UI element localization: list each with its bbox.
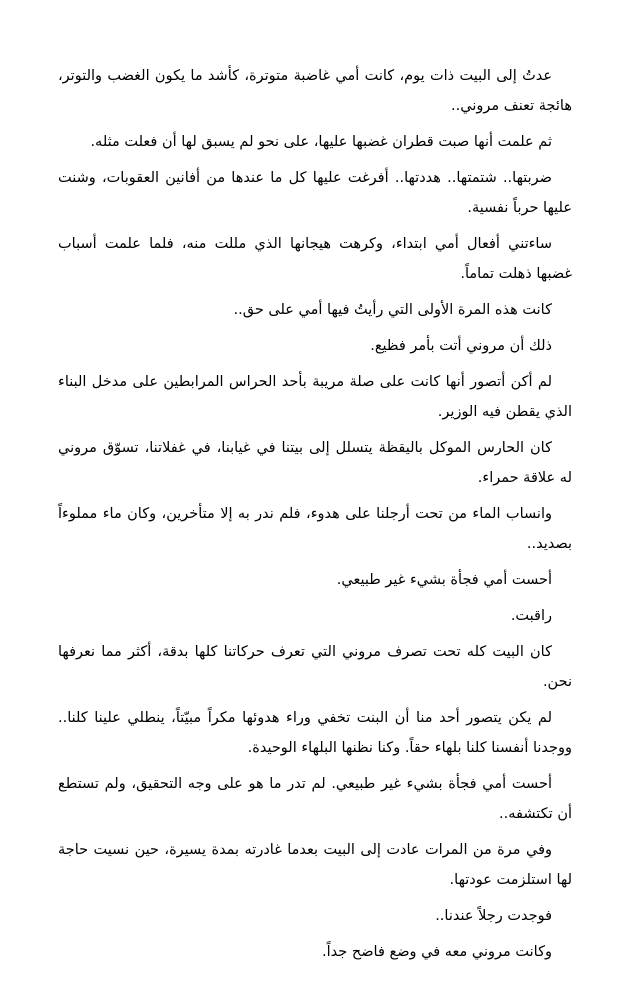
paragraph-4: ساءتني أفعال أمي ابتداء، وكرهت هيجانها الذي مللت منه، فلما علمت أسباب غضبها ذهلت تماماً. xyxy=(58,236,572,282)
paragraph-16: فوجدت رجلاً عندنا.. xyxy=(435,908,552,924)
paragraph-7: لم أكن أتصور أنها كانت على صلة مريبة بأحد الحراس المرابطين على مدخل البناء الذي يقطن فيه الوزير. xyxy=(58,374,572,420)
paragraph-10: أحست أمي فجأة بشيء غير طبيعي. xyxy=(336,572,552,588)
paragraph-3: ضربتها.. شتمتها.. هددتها.. أفرغت عليها كل ما عندها من أفانين العقوبات، وشنت عليها حرباً نفسية. xyxy=(58,170,572,216)
paragraph-5: كانت هذه المرة الأولى التي رأيتُ فيها أمي على حق.. xyxy=(233,302,552,318)
paragraph-6: ذلك أن مروني أتت بأمر فظيع. xyxy=(370,338,552,354)
paragraph-12: كان البيت كله تحت تصرف مروني التي تعرف حركاتنا كلها بدقة، أكثر مما نعرفها نحن. xyxy=(58,644,572,690)
paragraph-9: وانساب الماء من تحت أرجلنا على هدوء، فلم ندر به إلا متأخرين، وكان ماء مملوءاً بصديد.. xyxy=(58,506,572,552)
paragraph-1: عدتُ إلى البيت ذات يوم، كانت أمي غاضبة متوترة، كأشد ما يكون الغضب والتوتر، هائجة تعنف مروني.. xyxy=(58,68,572,114)
paragraph-14: أحست أمي فجأة بشيء غير طبيعي. لم تدر ما هو على وجه التحقيق، ولم تستطع أن تكتشفه.. xyxy=(58,776,572,822)
paragraph-13: لم يكن يتصور أحد منا أن البنت تخفي وراء هدوئها مكراً مبيّتاً، ينطلي علينا كلنا.. ووجدنا أنفسنا كلنا بلهاء حقاً. وكنا نظنها البلهاء الوحيدة. xyxy=(58,710,572,756)
paragraph-15: وفي مرة من المرات عادت إلى البيت بعدما غادرته بمدة يسيرة، حين نسيت حاجة لها استلزمت عودتها. xyxy=(58,842,572,888)
paragraph-8: كان الحارس الموكل باليقظة يتسلل إلى بيتنا في غيابنا، في غفلاتنا، تسوّق مروني له علاقة حمراء. xyxy=(58,440,572,486)
paragraph-11: راقبت. xyxy=(510,608,552,624)
paragraph-17: وكانت مروني معه في وضع فاضح جداً. xyxy=(322,944,552,960)
paragraph-2: ثم علمت أنها صبت قطران غضبها عليها، على نحو لم يسبق لها أن فعلت مثله. xyxy=(90,134,552,150)
